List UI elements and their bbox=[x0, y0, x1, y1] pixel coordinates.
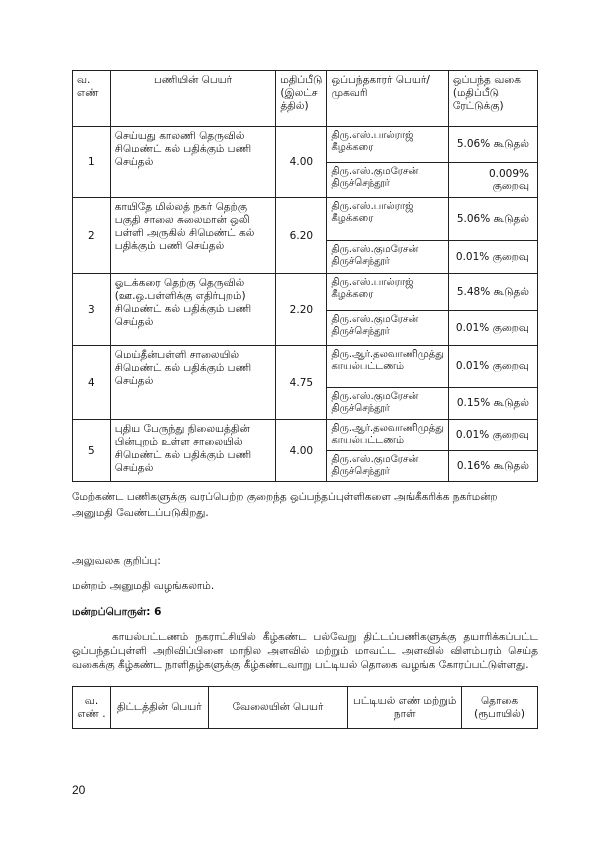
header-work-name: வேலையின் பெயர் bbox=[208, 687, 348, 729]
table-row bbox=[73, 346, 538, 388]
header-serial: வ. எண் . bbox=[73, 687, 111, 729]
row-estimate: 4.00 bbox=[276, 127, 327, 198]
row-rate: 0.01% குறைவு bbox=[448, 311, 537, 346]
table-row bbox=[73, 274, 538, 311]
row-estimate: 4.00 bbox=[276, 420, 327, 482]
row-rate: 0.01% குறைவு bbox=[448, 346, 537, 388]
row-rate: 5.06% கூடுதல் bbox=[448, 127, 537, 163]
header-scheme-name: திட்டத்தின் பெயர் bbox=[110, 687, 208, 729]
header-bill-number-date: பட்டியல் எண் மற்றும் நாள் bbox=[348, 687, 462, 729]
row-contractor: திரு.எஸ்.குமரேசன் திருச்செந்தூர் bbox=[327, 388, 448, 420]
page-number: 20 bbox=[72, 783, 86, 797]
row-rate: 5.06% கூடுதல் bbox=[448, 198, 537, 241]
row-rate: 0.01% குறைவு bbox=[448, 241, 537, 274]
row-work-name: மெய்தீன்பள்ளி சாலையில் சிமெண்ட் கல் பதிக்கும் பணி செய்தல் bbox=[110, 346, 276, 420]
approval-request-paragraph: மேற்கண்ட பணிகளுக்கு வரப்பெற்ற குறைந்த ஒப்பந்தப்புள்ளிகளை அங்கீகரிக்க நகர்மன்ற அனுமதி வேண்டப்படுகிறது. bbox=[72, 491, 498, 519]
row-contractor: திரு.எஸ்.குமரேசன் திருச்செந்தூர் bbox=[327, 163, 448, 198]
row-work-name: காயிதே மில்லத் நகர் தெற்கு பகுதி சாலை சுலைமான் ஒலி பள்ளி அருகில் சிமெண்ட் கல் பதிக்கும் பணி செய்தல் bbox=[110, 198, 276, 274]
header-work-name: பணியின் பெயர் bbox=[110, 71, 276, 127]
header-amount: தொகை (ரூபாயில்) bbox=[462, 687, 538, 729]
header-serial: வ. எண் bbox=[73, 71, 111, 127]
row-contractor: திரு.எஸ்.பால்ராஜ் கீழக்கரை bbox=[327, 198, 448, 241]
row-work-name: ஓடக்கரை தெற்கு தெருவில் (ஊ.ஒ.பள்ளிக்கு எதிர்புறம்) சிமெண்ட் கல் பதிக்கும் பணி செய்தல் bbox=[110, 274, 276, 346]
tender-table bbox=[72, 70, 538, 482]
agenda-body-paragraph: காயல்பட்டணம் நகராட்சியில் கீழ்கண்ட பல்வேறு திட்டப்பணிகளுக்கு தயாரிக்கப்பட்ட ஒப்பந்தப்புள்ளி அறிவிப்பினை மாநில அளவில் மற்றும் மாவட்ட அளவில் விளம்பரம் செய்த வகைக்கு கீழ்கண்ட நாளிதழ்களுக்கு கீழ்கண்டவாறு பட்டியல் தொகை வழங்க கோரப்பட்டுள்ளது. bbox=[72, 631, 538, 671]
table-row bbox=[73, 198, 538, 241]
row-contractor: திரு.ஆர்.தலவாணிமுத்து காயல்பட்டணம் bbox=[327, 420, 448, 451]
table-header-row bbox=[73, 687, 538, 729]
row-contractor: திரு.எஸ்.குமரேசன் திருச்செந்தூர் bbox=[327, 311, 448, 346]
row-estimate: 6.20 bbox=[276, 198, 327, 274]
advertisement-bill-table bbox=[72, 686, 538, 729]
header-estimate: மதிப்பீடு (இலட்ச த்தில்) bbox=[276, 71, 327, 127]
row-serial: 5 bbox=[73, 420, 111, 482]
row-contractor: திரு.எஸ்.பால்ராஜ் கீழக்கரை bbox=[327, 127, 448, 163]
row-estimate: 2.20 bbox=[276, 274, 327, 346]
row-rate: 5.48% கூடுதல் bbox=[448, 274, 537, 311]
row-serial: 2 bbox=[73, 198, 111, 274]
office-note-text: மன்றம் அனுமதி வழங்கலாம். bbox=[72, 580, 215, 592]
header-rate: ஒப்பந்த வகை (மதிப்பீடு ரேட்டுக்கு) bbox=[448, 71, 537, 127]
row-rate: 0.15% கூடுதல் bbox=[448, 388, 537, 420]
agenda-heading: மன்றப்பொருள்: 6 bbox=[72, 606, 162, 618]
row-serial: 1 bbox=[73, 127, 111, 198]
row-contractor: திரு.எஸ்.பால்ராஜ் கீழக்கரை bbox=[327, 274, 448, 311]
row-rate: 0.009% குறைவு bbox=[448, 163, 537, 198]
table-row bbox=[73, 420, 538, 451]
office-note-label: அலுவலக குறிப்பு: bbox=[72, 555, 161, 567]
row-contractor: திரு.எஸ்.குமரேசன் திருச்செந்தூர் bbox=[327, 241, 448, 274]
row-rate: 0.01% குறைவு bbox=[448, 420, 537, 451]
header-contractor: ஒப்பந்தகாரர் பெயர்/ முகவரி bbox=[327, 71, 448, 127]
row-work-name: புதிய பேருந்து நிலையத்தின் பின்புறம் உள்ள சாலையில் சிமெண்ட் கல் பதிக்கும் பணி செய்தல் bbox=[110, 420, 276, 482]
row-estimate: 4.75 bbox=[276, 346, 327, 420]
table-row bbox=[73, 127, 538, 163]
row-serial: 3 bbox=[73, 274, 111, 346]
row-rate: 0.16% கூடுதல் bbox=[448, 451, 537, 482]
row-work-name: செய்யது காலணி தெருவில் சிமெண்ட் கல் பதிக்கும் பணி செய்தல் bbox=[110, 127, 276, 198]
row-contractor: திரு.எஸ்.குமரேசன் திருச்செந்தூர் bbox=[327, 451, 448, 482]
table-header-row bbox=[73, 71, 538, 127]
row-contractor: திரு.ஆர்.தலவாணிமுத்து காயல்பட்டணம் bbox=[327, 346, 448, 388]
row-serial: 4 bbox=[73, 346, 111, 420]
